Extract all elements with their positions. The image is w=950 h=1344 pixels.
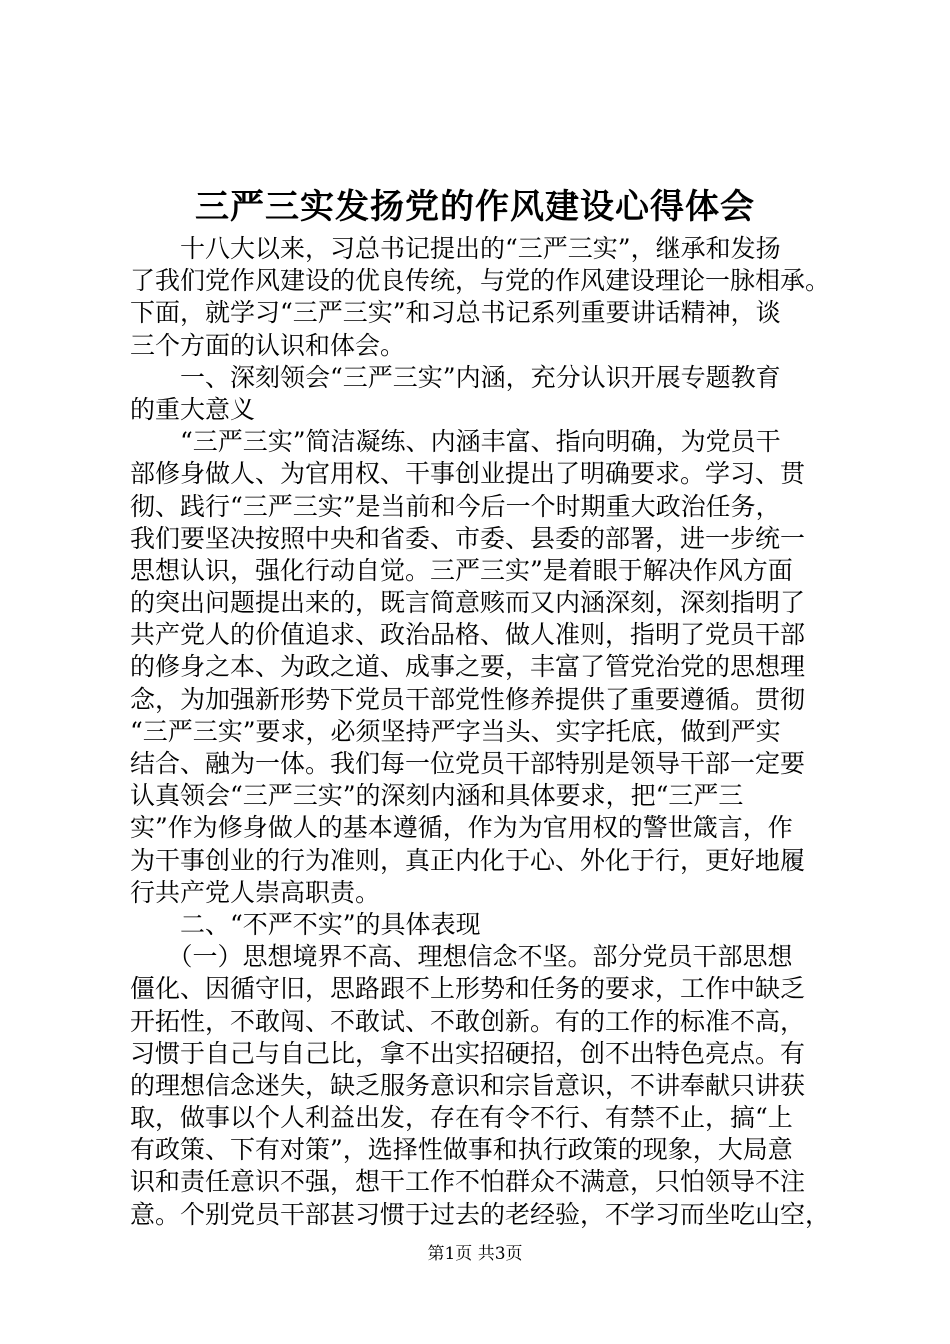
body-line: 的修身之本、为政之道、成事之要，丰富了管党治党的思想理 xyxy=(130,652,806,682)
body-line: 念，为加强新形势下党员干部党性修养提供了重要遵循。贯彻 xyxy=(130,684,806,714)
body-line: 意。个别党员干部甚习惯于过去的老经验，不学习而坐吃山空， xyxy=(130,1199,831,1229)
page-footer: 第1页 共3页 xyxy=(427,1244,523,1264)
section-heading-line: 一、深刻领会“三严三实”内涵，充分认识开展专题教育 xyxy=(130,362,781,392)
body-line: 实”作为修身做人的基本遵循，作为为官用权的警世箴言，作 xyxy=(130,813,793,843)
body-line: 为干事创业的行为准则，真正内化于心、外化于行，更好地履 xyxy=(130,845,806,875)
body-line: 共产党人的价值追求、政治品格、做人准则，指明了党员干部 xyxy=(130,620,806,650)
body-line: 行共产党人崇高职责。 xyxy=(130,877,381,907)
body-line: 习惯于自己与自己比，拿不出实招硬招，创不出特色亮点。有 xyxy=(130,1038,806,1068)
body-line: （一）思想境界不高、理想信念不坚。部分党员干部思想 xyxy=(130,942,793,972)
body-line: 了我们党作风建设的优良传统，与党的作风建设理论一脉相承。 xyxy=(130,266,831,296)
body-line: 的理想信念迷失，缺乏服务意识和宗旨意识，不讲奉献只讲获 xyxy=(130,1070,806,1100)
body-line: 识和责任意识不强，想干工作不怕群众不满意，只怕领导不注 xyxy=(130,1167,806,1197)
body-line: “三严三实”要求，必须坚持严字当头、实字托底，做到严实 xyxy=(130,716,781,746)
body-line: 思想认识，强化行动自觉。三严三实”是着眼于解决作风方面 xyxy=(130,555,793,585)
body-line: 认真领会“三严三实”的深刻内涵和具体要求，把“三严三 xyxy=(130,781,744,811)
body-line: 我们要坚决按照中央和省委、市委、县委的部署，进一步统一 xyxy=(130,523,806,553)
document-body xyxy=(130,233,852,1231)
body-line: 三个方面的认识和体会。 xyxy=(130,330,406,360)
body-line: “三严三实”简洁凝练、内涵丰富、指向明确，为党员干 xyxy=(130,427,781,457)
body-line: 有政策、下有对策”，选择性做事和执行政策的现象，大局意 xyxy=(130,1135,793,1165)
body-line: 结合、融为一体。我们每一位党员干部特别是领导干部一定要 xyxy=(130,749,806,778)
body-line: 下面，就学习“三严三实”和习总书记系列重要讲话精神，谈 xyxy=(130,298,781,328)
document-title: 三严三实发扬党的作风建设心得体会 xyxy=(195,187,755,227)
body-line: 僵化、因循守旧，思路跟不上形势和任务的要求，工作中缺乏 xyxy=(130,974,806,1004)
body-line: 的突出问题提出来的，既言简意赅而又内涵深刻，深刻指明了 xyxy=(130,588,806,618)
body-line: 开拓性，不敢闯、不敢试、不敢创新。有的工作的标准不高， xyxy=(130,1006,806,1036)
body-line: 十八大以来，习总书记提出的“三严三实”，继承和发扬 xyxy=(130,234,781,263)
body-line: 部修身做人、为官用权、干事创业提出了明确要求。学习、贯 xyxy=(130,459,806,489)
body-line: 彻、践行“三严三实”是当前和今后一个时期重大政治任务， xyxy=(130,491,781,521)
section-heading-line: 二、“不严不实”的具体表现 xyxy=(130,909,481,939)
section-heading-line: 的重大意义 xyxy=(130,394,256,424)
body-line: 取，做事以个人利益出发，存在有令不行、有禁不止，搞“上 xyxy=(130,1103,793,1133)
